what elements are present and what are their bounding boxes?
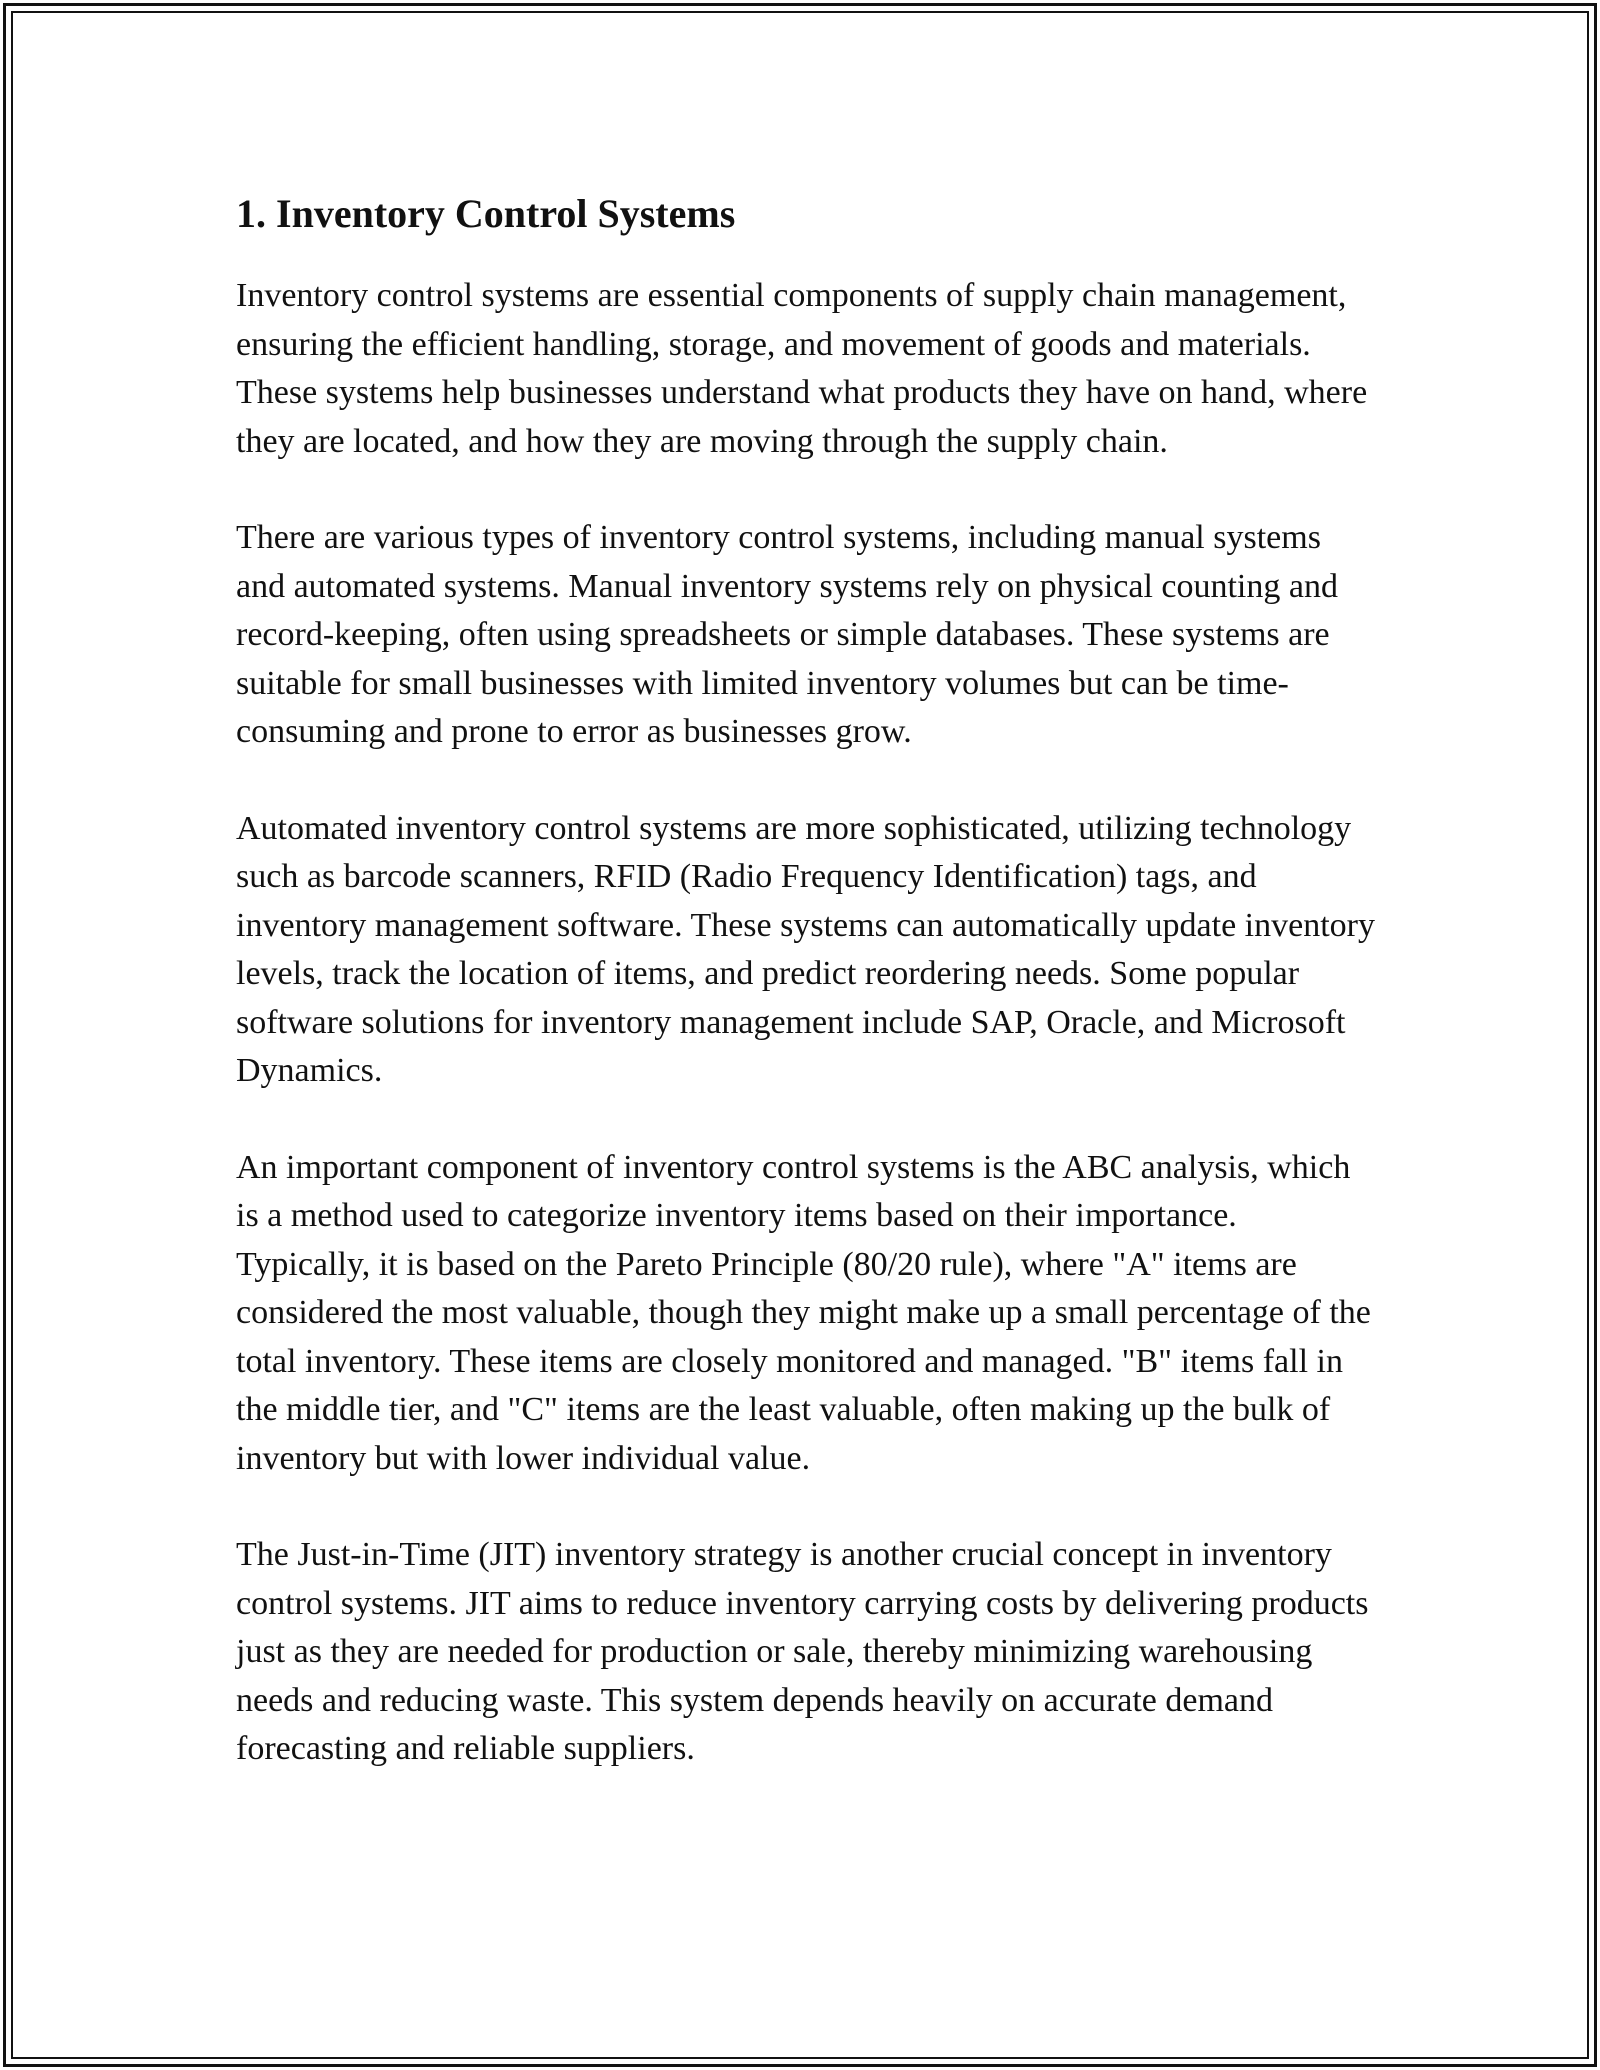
paragraph-jit-strategy: The Just-in-Time (JIT) inventory strategy is another crucial concept in inventory control systems. JIT aims to reduce inventory carrying costs by delivering products just as they are needed for production or sale, thereby minimizing warehousing needs and reducing waste. This system depends heavily on accurate demand forecasting and reliable suppliers. <box>236 1536 1369 1767</box>
document-body <box>236 186 1376 1822</box>
paragraph-abc-analysis: An important component of inventory control systems is the ABC analysis, which is a method used to categorize inventory items based on their importance. Typically, it is based on the Pareto Principle (80/20 rule), where "A" items are considered the most valuable, though they might make up a small percentage of the total inventory. These items are closely monitored and managed. "B" items fall in the middle tier, and "C" items are the least valuable, often making up the bulk of inventory but with lower individual value. <box>236 1148 1371 1477</box>
paragraph-automated-systems: Automated inventory control systems are more sophisticated, utilizing technology such as barcode scanners, RFID (Radio Frequency Identification) tags, and inventory management software. These systems can automatically update inventory levels, track the location of items, and predict reordering needs. Some popular software solutions for inventory management include SAP, Oracle, and Microsoft Dynamics. <box>236 809 1375 1089</box>
paragraph-system-types: There are various types of inventory control systems, including manual systems and automated systems. Manual inventory systems rely on physical counting and record-keeping, often using spreadsheets or simple databases. These systems are suitable for small businesses with limited inventory volumes but can be time-consuming and prone to error as businesses grow. <box>236 519 1338 750</box>
section-heading: 1. Inventory Control Systems <box>236 191 736 236</box>
paragraph-overview: Inventory control systems are essential components of supply chain management, ensuring the efficient handling, storage, and movement of goods and materials. These systems help businesses understand what products they have on hand, where they are located, and how they are moving through the supply chain. <box>236 277 1368 460</box>
